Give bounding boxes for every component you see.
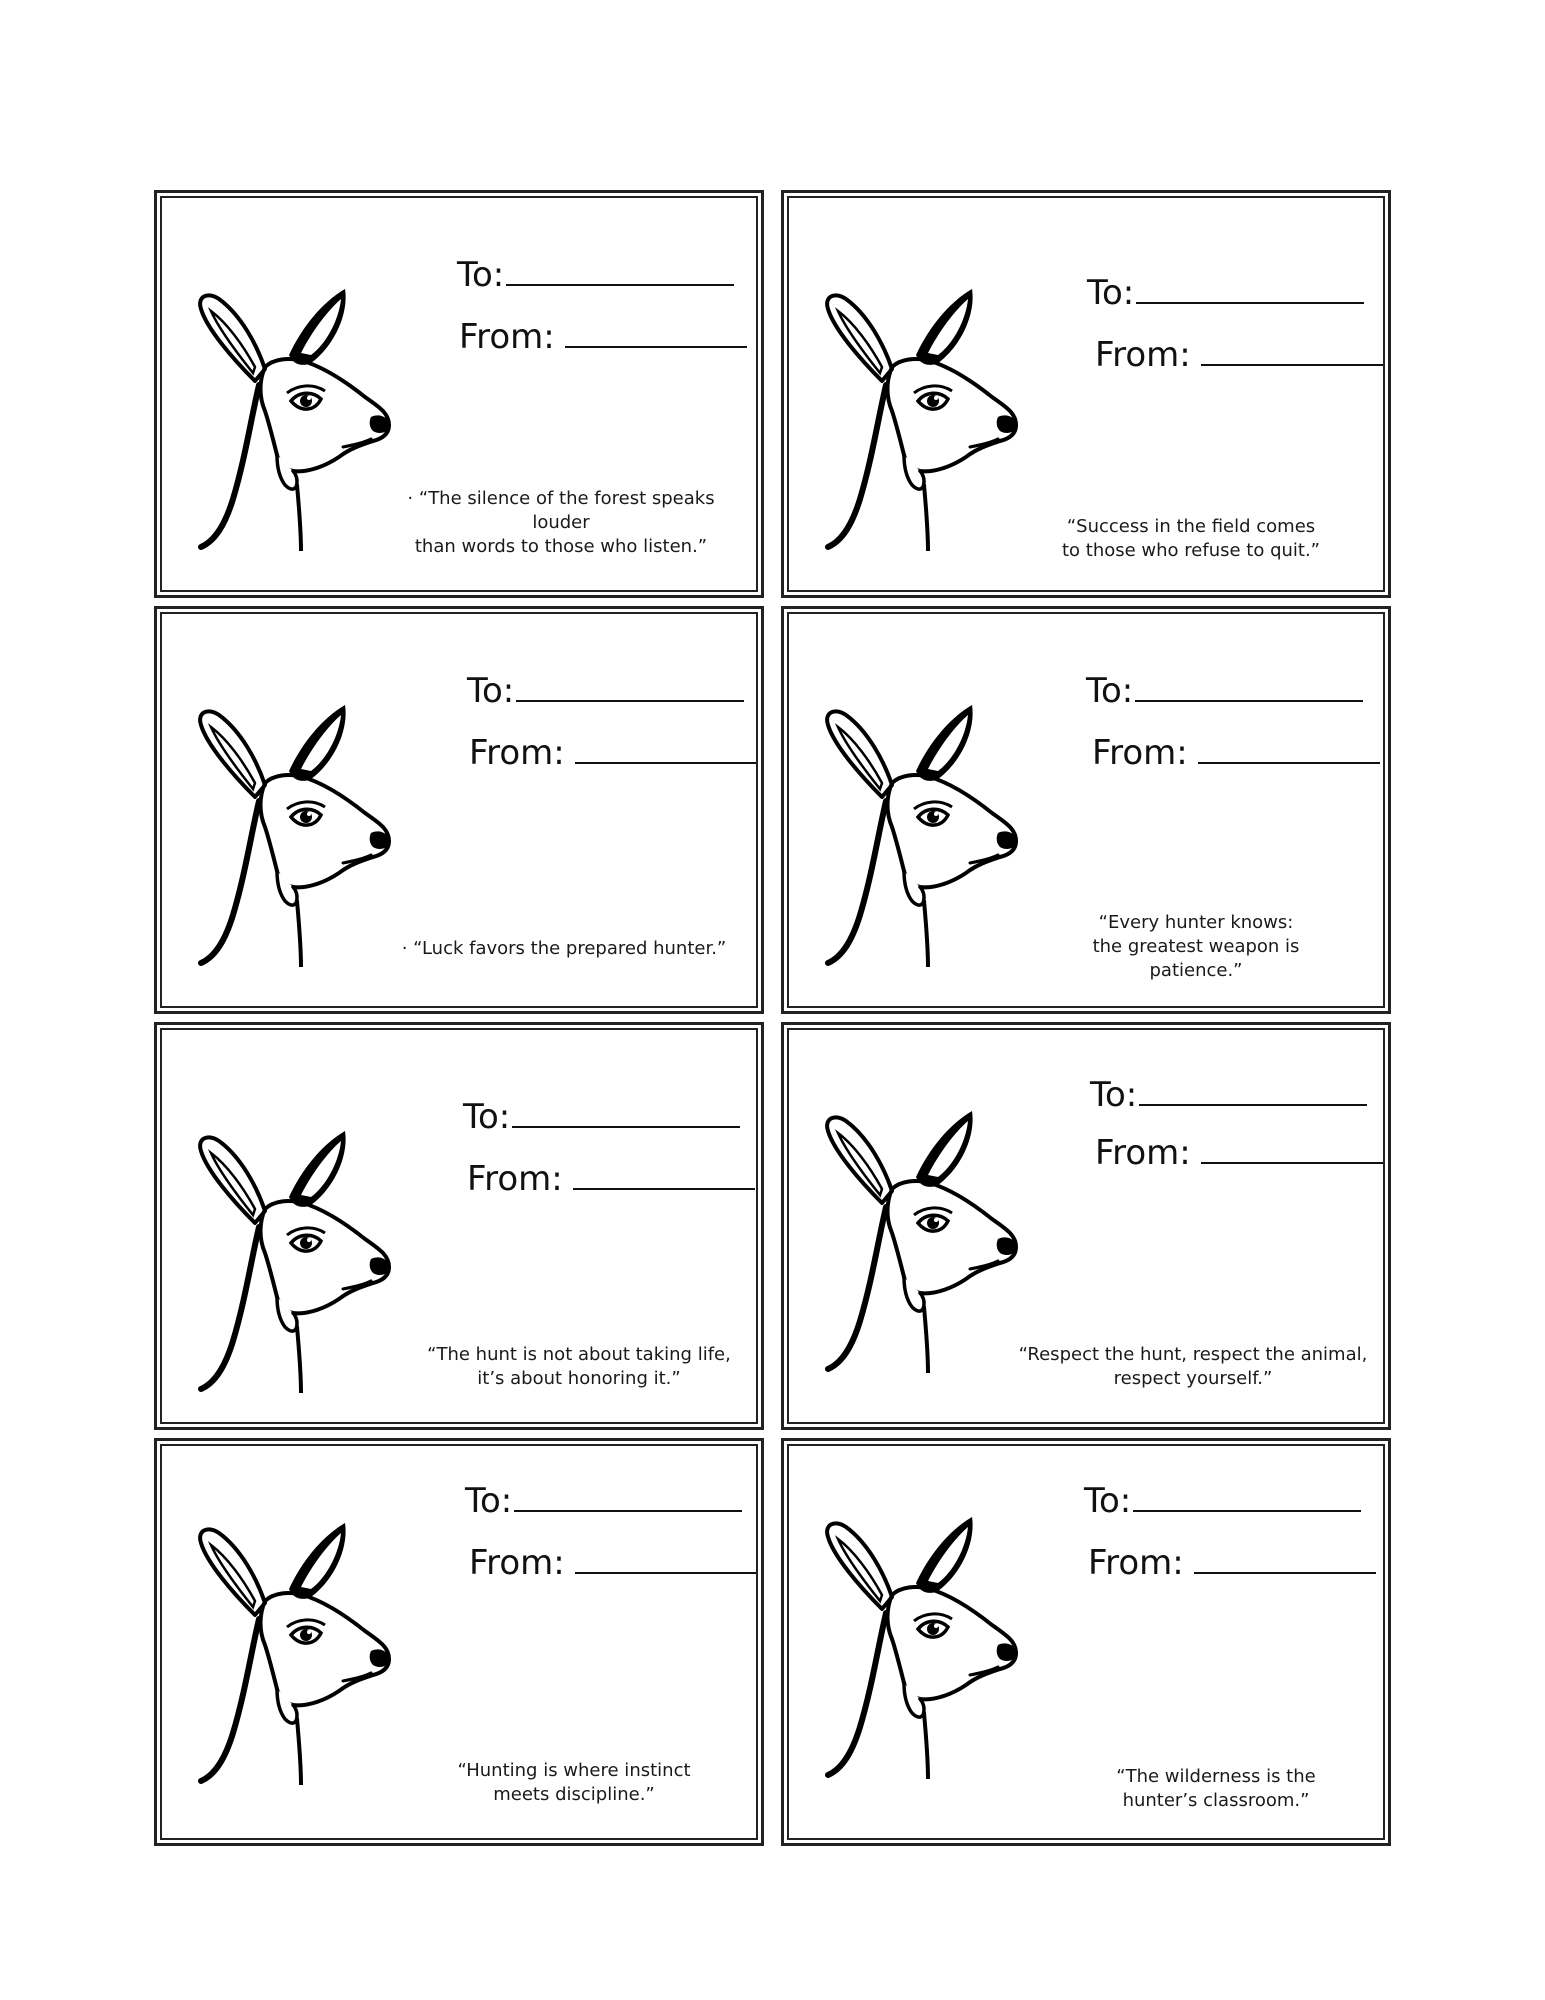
to-blank-line[interactable] — [1139, 1076, 1367, 1106]
deer-head-icon — [193, 1131, 393, 1393]
to-label: To: — [465, 1481, 513, 1521]
from-field[interactable] — [469, 733, 757, 773]
from-field[interactable] — [469, 1543, 757, 1583]
from-blank-line[interactable] — [575, 734, 757, 764]
gift-tag-card — [781, 1438, 1391, 1846]
from-blank-line[interactable] — [573, 1160, 755, 1190]
gift-tag-card — [154, 1022, 764, 1430]
to-label: To: — [1090, 1075, 1138, 1115]
from-blank-line[interactable] — [565, 318, 747, 348]
quote-text: “Hunting is where instinct meets discipline.” — [457, 1760, 691, 1805]
to-field[interactable] — [1090, 1075, 1367, 1115]
deer-head-icon — [193, 705, 393, 967]
quote-text: “The wilderness is the hunter’s classroom.” — [1116, 1766, 1316, 1811]
deer-head-icon — [820, 1517, 1020, 1779]
to-label: To: — [1084, 1481, 1132, 1521]
to-blank-line[interactable] — [514, 1482, 742, 1512]
to-blank-line[interactable] — [506, 256, 734, 286]
to-blank-line[interactable] — [1133, 1482, 1361, 1512]
from-label: From: — [469, 733, 565, 773]
gift-tag-card — [154, 606, 764, 1014]
to-field[interactable] — [463, 1097, 740, 1137]
to-label: To: — [457, 255, 505, 295]
quote-text: “Respect the hunt, respect the animal, respect yourself.” — [1018, 1344, 1368, 1389]
deer-head-icon — [820, 289, 1020, 551]
from-label: From: — [469, 1543, 565, 1583]
gift-tag-card — [781, 606, 1391, 1014]
quote-text: · “Luck favors the prepared hunter.” — [401, 938, 727, 959]
from-label: From: — [1095, 335, 1191, 375]
from-label: From: — [459, 317, 555, 357]
from-field[interactable] — [459, 317, 747, 357]
to-blank-line[interactable] — [516, 672, 744, 702]
from-blank-line[interactable] — [1198, 734, 1380, 764]
gift-tag-card — [781, 1022, 1391, 1430]
to-blank-line[interactable] — [1136, 274, 1364, 304]
quote-text: “Every hunter knows: the greatest weapon is patience.” — [1092, 912, 1300, 981]
to-field[interactable] — [1084, 1481, 1361, 1521]
quote-text: “Success in the field comes to those who refuse to quit.” — [1061, 516, 1321, 561]
from-label: From: — [1092, 733, 1188, 773]
gift-tag-card — [781, 190, 1391, 598]
from-blank-line[interactable] — [575, 1544, 757, 1574]
to-label: To: — [1087, 273, 1135, 313]
from-blank-line[interactable] — [1201, 1134, 1383, 1164]
to-field[interactable] — [1086, 671, 1363, 711]
quote-text: “The hunt is not about taking life, it’s about honoring it.” — [427, 1344, 731, 1389]
gift-tag-card — [154, 1438, 764, 1846]
to-field[interactable] — [1087, 273, 1364, 313]
from-blank-line[interactable] — [1201, 336, 1383, 366]
to-label: To: — [463, 1097, 511, 1137]
from-blank-line[interactable] — [1194, 1544, 1376, 1574]
deer-head-icon — [193, 1523, 393, 1785]
to-field[interactable] — [465, 1481, 742, 1521]
gift-tag-card — [154, 190, 764, 598]
from-field[interactable] — [467, 1159, 755, 1199]
from-label: From: — [467, 1159, 563, 1199]
from-field[interactable] — [1088, 1543, 1376, 1583]
deer-head-icon — [193, 289, 393, 551]
to-label: To: — [467, 671, 515, 711]
to-blank-line[interactable] — [1135, 672, 1363, 702]
to-blank-line[interactable] — [512, 1098, 740, 1128]
to-field[interactable] — [457, 255, 734, 295]
from-label: From: — [1095, 1133, 1191, 1173]
to-field[interactable] — [467, 671, 744, 711]
from-field[interactable] — [1095, 335, 1383, 375]
quote-text: · “The silence of the forest speaks louder than words to those who listen.” — [407, 488, 715, 557]
from-field[interactable] — [1092, 733, 1380, 773]
from-label: From: — [1088, 1543, 1184, 1583]
deer-head-icon — [820, 705, 1020, 967]
to-label: To: — [1086, 671, 1134, 711]
from-field[interactable] — [1095, 1133, 1383, 1173]
deer-head-icon — [820, 1111, 1020, 1373]
